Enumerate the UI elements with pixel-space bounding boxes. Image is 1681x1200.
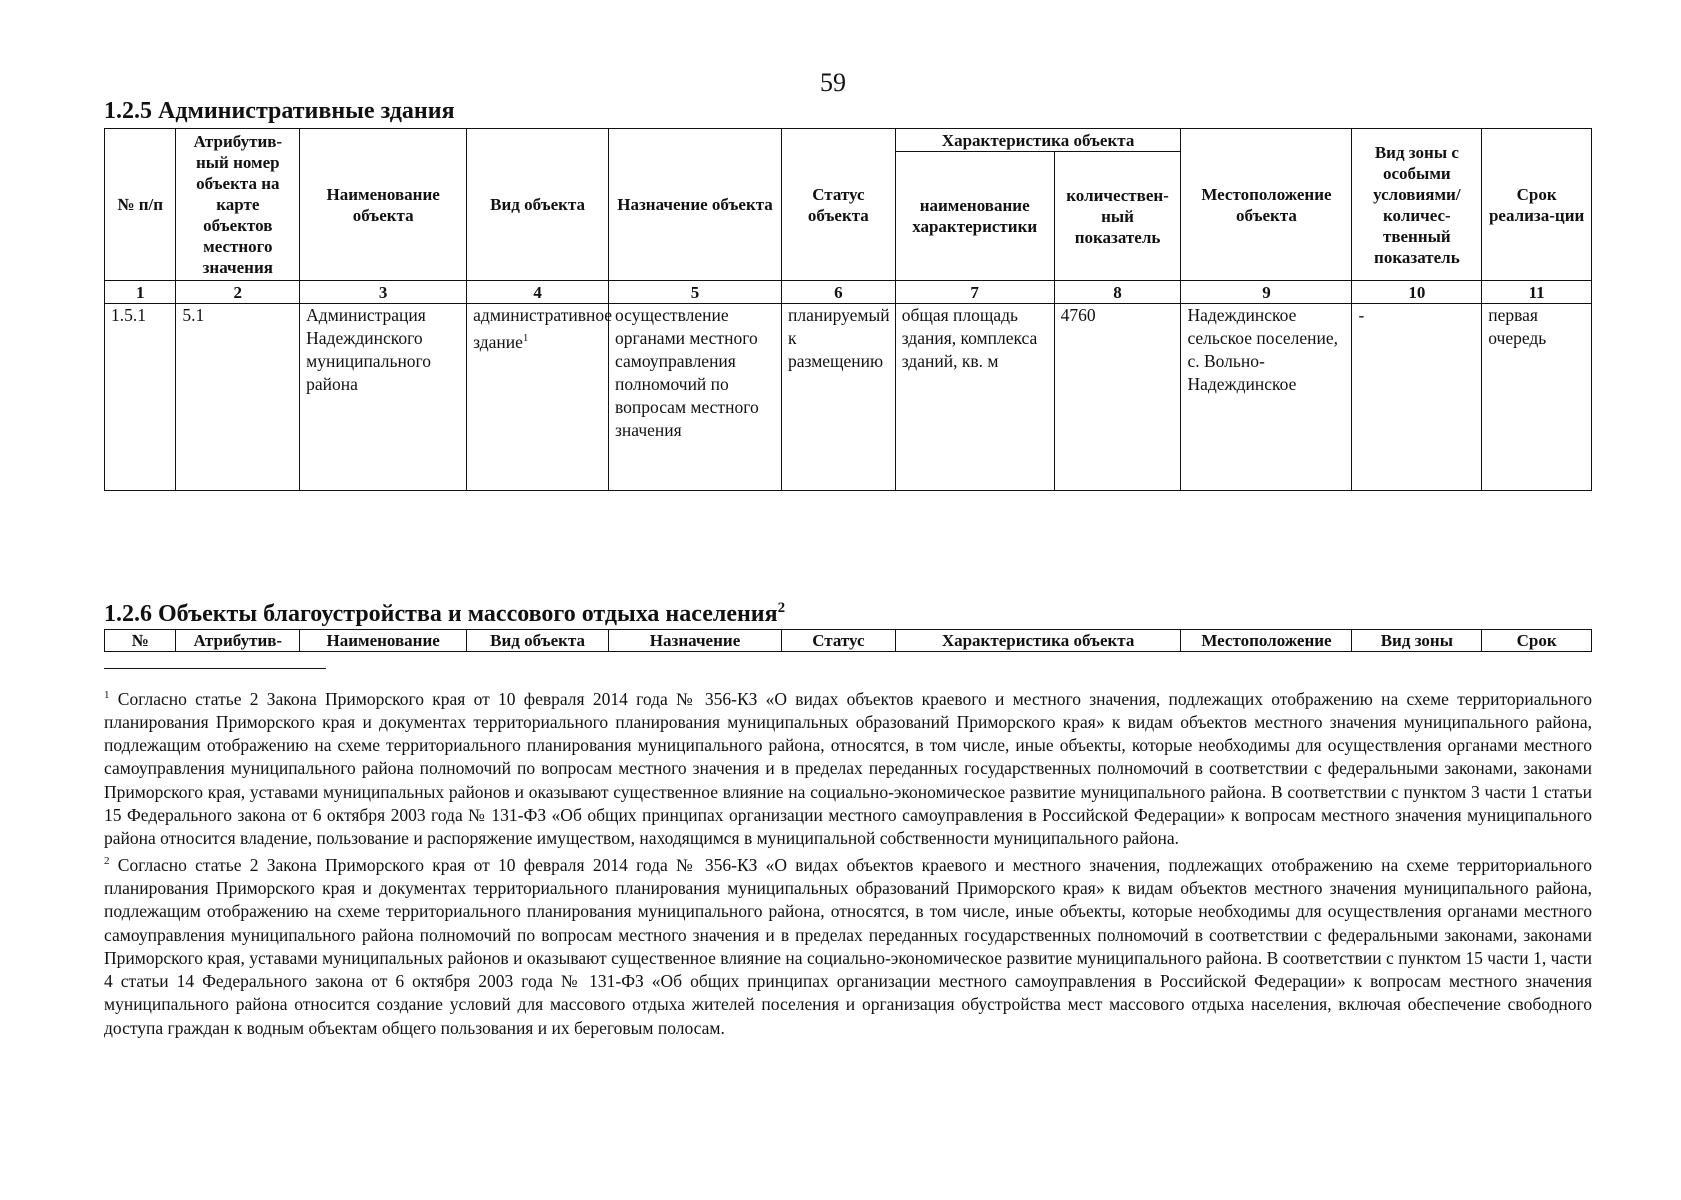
header-char-group: Характеристика объекта	[895, 129, 1181, 152]
header-status: Статус объекта	[782, 129, 896, 281]
header-char-name: наименование характеристики	[895, 152, 1054, 281]
page-number: 59	[820, 68, 846, 97]
table-row	[105, 304, 1592, 491]
header-purpose: Назначение	[609, 630, 782, 652]
cell-zone: -	[1352, 304, 1482, 491]
header-zone: Вид зоны с особыми условиями/ количес-твенный показатель	[1352, 129, 1482, 281]
header-type: Вид объекта	[467, 630, 609, 652]
footnote-2: $^2$ Согласно статье 2 Закона Приморского края от 10 февраля 2014 года № 356-КЗ «О видах объектов краевого и местного значения, подлежащих отображению на схеме территориального планирования Приморского края и документах территориального планирования муниципальных образований Приморского края» к видам объектов местного значения муниципального района, подлежащим отображению на схеме территориального планирования муниципального района, относятся, в том числе, иные объекты, которые необходимы для осуществления органами местного самоуправления муниципального района полномочий по вопросам местного значения и в пределах переданных государственных полномочий в соответствии с федеральными законами, законами Приморского края, уставами муниципальных районов и оказывают существенное влияние на социально-экономическое развитие муниципального района. В соответствии с пунктом 15 части 1, части 4 статьи 14 Федерального закона от 6 октября 2003 года № 131-ФЗ «Об общих принципах организации местного самоуправления в Российской Федерации» к вопросам местного значения муниципального района относится создание условий для массового отдыха жителей поселения и организация обустройства мест массового отдыха населения, включая обеспечение свободного доступа граждан к водным объектам общего пользования и их береговым полосам.	[104, 855, 1592, 1038]
cell-attr: 5.1	[176, 304, 300, 491]
column-number: 4	[467, 281, 609, 304]
column-number: 6	[782, 281, 896, 304]
header-attr: Атрибутив-	[176, 630, 300, 652]
cell-type: административное здание$^1$	[467, 304, 609, 491]
cell-location: Надеждинское сельское поселение, с. Вольно-Надеждинское	[1181, 304, 1352, 491]
footnotes	[104, 684, 1592, 1040]
header-status: Статус	[782, 630, 896, 652]
column-number: 3	[300, 281, 467, 304]
header-num: № п/п	[105, 129, 176, 281]
footnote-divider	[104, 668, 326, 669]
recreation-table-header	[104, 629, 1592, 652]
header-num: №	[105, 630, 176, 652]
header-char-qty: количествен-ный показатель	[1054, 152, 1181, 281]
header-term: Срок реализа-ции	[1482, 129, 1592, 281]
column-number: 9	[1181, 281, 1352, 304]
cell-char-name: общая площадь здания, комплекса зданий, кв. м	[895, 304, 1054, 491]
column-number: 7	[895, 281, 1054, 304]
cell-purpose: осуществление органами местного самоуправления полномочий по вопросам местного значения	[609, 304, 782, 491]
header-char-group: Характеристика объекта	[895, 630, 1181, 652]
footnote-1: $^1$ Согласно статье 2 Закона Приморского края от 10 февраля 2014 года № 356-КЗ «О видах объектов краевого и местного значения, подлежащих отображению на схеме территориального планирования Приморского края и документах территориального планирования муниципальных образований Приморского края» к видам объектов местного значения муниципального района, подлежащим отображению на схеме территориального планирования муниципального района, относятся, в том числе, иные объекты, которые необходимы для осуществления органами местного самоуправления муниципального района полномочий по вопросам местного значения и в пределах переданных государственных полномочий в соответствии с федеральными законами, законами Приморского края, уставами муниципальных районов и оказывают существенное влияние на социально-экономическое развитие муниципального района. В соответствии с пунктом 3 части 1 статьи 15 Федерального закона от 6 октября 2003 года № 131-ФЗ «Об общих принципах организации местного самоуправления в Российской Федерации» к вопросам местного значения муниципального района относится владение, пользование и распоряжение имуществом, находящимся в муниципальной собственности муниципального района.	[104, 688, 1592, 849]
admin-buildings-table	[104, 128, 1592, 491]
header-zone: Вид зоны	[1352, 630, 1482, 652]
column-number: 2	[176, 281, 300, 304]
column-number: 5	[609, 281, 782, 304]
section-title-recreation: 1.2.6 Объекты благоустройства и массового отдыха населения$^2$	[104, 600, 786, 627]
header-term: Срок	[1482, 630, 1592, 652]
header-purpose: Назначение объекта	[609, 129, 782, 281]
cell-name: Администрация Надеждинского муниципального района	[300, 304, 467, 491]
cell-status: планируемый к размещению	[782, 304, 896, 491]
cell-term: первая очередь	[1482, 304, 1592, 491]
cell-char-qty: 4760	[1054, 304, 1181, 491]
column-number: 8	[1054, 281, 1181, 304]
header-location: Местоположение объекта	[1181, 129, 1352, 281]
column-number: 1	[105, 281, 176, 304]
column-number: 11	[1482, 281, 1592, 304]
header-attr: Атрибутив-ный номер объекта на карте объектов местного значения	[176, 129, 300, 281]
section-title-admin-buildings: 1.2.5 Административные здания	[104, 98, 455, 124]
header-location: Местоположение	[1181, 630, 1352, 652]
header-name: Наименование объекта	[300, 129, 467, 281]
column-number: 10	[1352, 281, 1482, 304]
cell-num: 1.5.1	[105, 304, 176, 491]
header-name: Наименование	[300, 630, 467, 652]
footnote-ref-2: 2	[777, 600, 786, 616]
header-type: Вид объекта	[467, 129, 609, 281]
